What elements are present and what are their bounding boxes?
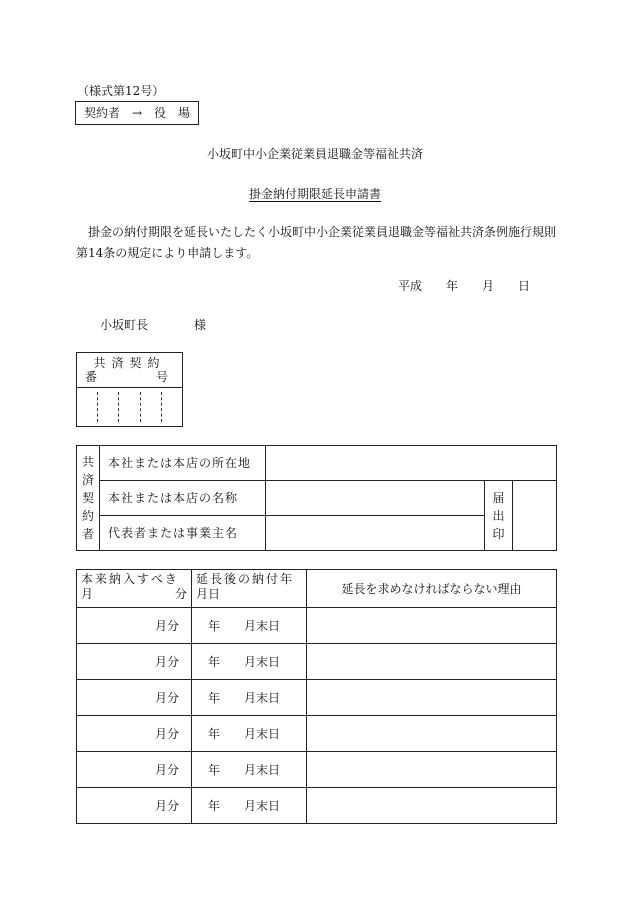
original-month-cell[interactable]: 月分 xyxy=(77,788,192,824)
contract-number-box xyxy=(76,352,183,427)
extended-date-cell[interactable]: 年 月末日 xyxy=(192,644,307,680)
contract-number-label-ban: 番 xyxy=(85,370,104,384)
extended-date-cell[interactable]: 年 月末日 xyxy=(192,788,307,824)
original-month-cell[interactable]: 月分 xyxy=(77,752,192,788)
contract-number-label-line1: 共済契約 xyxy=(93,356,166,370)
original-month-cell[interactable]: 月分 xyxy=(77,608,192,644)
original-month-cell[interactable]: 月分 xyxy=(77,644,192,680)
reason-cell[interactable] xyxy=(307,788,557,824)
reason-cell[interactable] xyxy=(307,644,557,680)
table-row xyxy=(77,680,557,716)
document-title-wrap xyxy=(0,187,630,201)
contract-number-label xyxy=(77,353,183,388)
original-month-cell[interactable]: 月分 xyxy=(77,716,192,752)
reason-cell[interactable] xyxy=(307,752,557,788)
contractor-table xyxy=(76,445,557,551)
application-statement: 掛金の納付期限を延長いたしたく小坂町中小企業従業員退職金等福祉共済条例施行規則第14条の規定により申請します。 xyxy=(76,225,557,260)
document-title: 掛金納付期限延長申請書 xyxy=(248,187,381,201)
table-row xyxy=(77,752,557,788)
digit-cell[interactable] xyxy=(141,392,162,422)
seal-field[interactable] xyxy=(513,481,557,551)
header-reason: 延長を求めなければならない理由 xyxy=(307,570,557,608)
company-name-label: 本社または本店の名称 xyxy=(100,481,266,516)
address-label: 本社または本店の所在地 xyxy=(100,446,266,481)
extension-table xyxy=(76,569,557,824)
form-number: （様式第12号） xyxy=(77,84,165,98)
date-line: 平成 年 月 日 xyxy=(398,279,531,293)
digit-cell[interactable] xyxy=(119,392,140,422)
contractor-side-label: 共 済 契 約 者 xyxy=(77,446,100,551)
reason-cell[interactable] xyxy=(307,716,557,752)
digit-cell[interactable] xyxy=(98,392,119,422)
addressee-name: 小坂町長 xyxy=(100,318,149,332)
extended-date-cell[interactable]: 年 月末日 xyxy=(192,716,307,752)
extended-date-cell[interactable]: 年 月末日 xyxy=(192,608,307,644)
routing-box: 契約者 → 役 場 xyxy=(75,101,199,125)
digit-cell[interactable] xyxy=(77,392,98,422)
addressee xyxy=(100,318,206,332)
extended-date-cell[interactable]: 年 月末日 xyxy=(192,752,307,788)
extended-date-cell[interactable]: 年 月末日 xyxy=(192,680,307,716)
reason-cell[interactable] xyxy=(307,680,557,716)
contract-number-input[interactable] xyxy=(77,388,183,427)
header-original-month: 本来納入すべき 月 分 xyxy=(77,570,192,608)
organization-name: 小坂町中小企業従業員退職金等福祉共済 xyxy=(206,147,423,161)
addressee-honorific: 様 xyxy=(194,318,207,332)
representative-label: 代表者または事業主名 xyxy=(100,516,266,551)
company-name-field[interactable] xyxy=(266,481,485,516)
digit-cell[interactable] xyxy=(162,392,182,422)
table-row xyxy=(77,716,557,752)
address-field[interactable] xyxy=(266,446,557,481)
table-row xyxy=(77,608,557,644)
header-extended-date: 延長後の納付年 月日 xyxy=(192,570,307,608)
table-row xyxy=(77,644,557,680)
contract-number-digit-cells xyxy=(77,388,182,426)
table-row xyxy=(77,788,557,824)
reason-cell[interactable] xyxy=(307,608,557,644)
original-month-cell[interactable]: 月分 xyxy=(77,680,192,716)
contract-number-label-go: 号 xyxy=(155,370,174,384)
seal-label: 届 出 印 xyxy=(485,481,513,551)
representative-field[interactable] xyxy=(266,516,485,551)
